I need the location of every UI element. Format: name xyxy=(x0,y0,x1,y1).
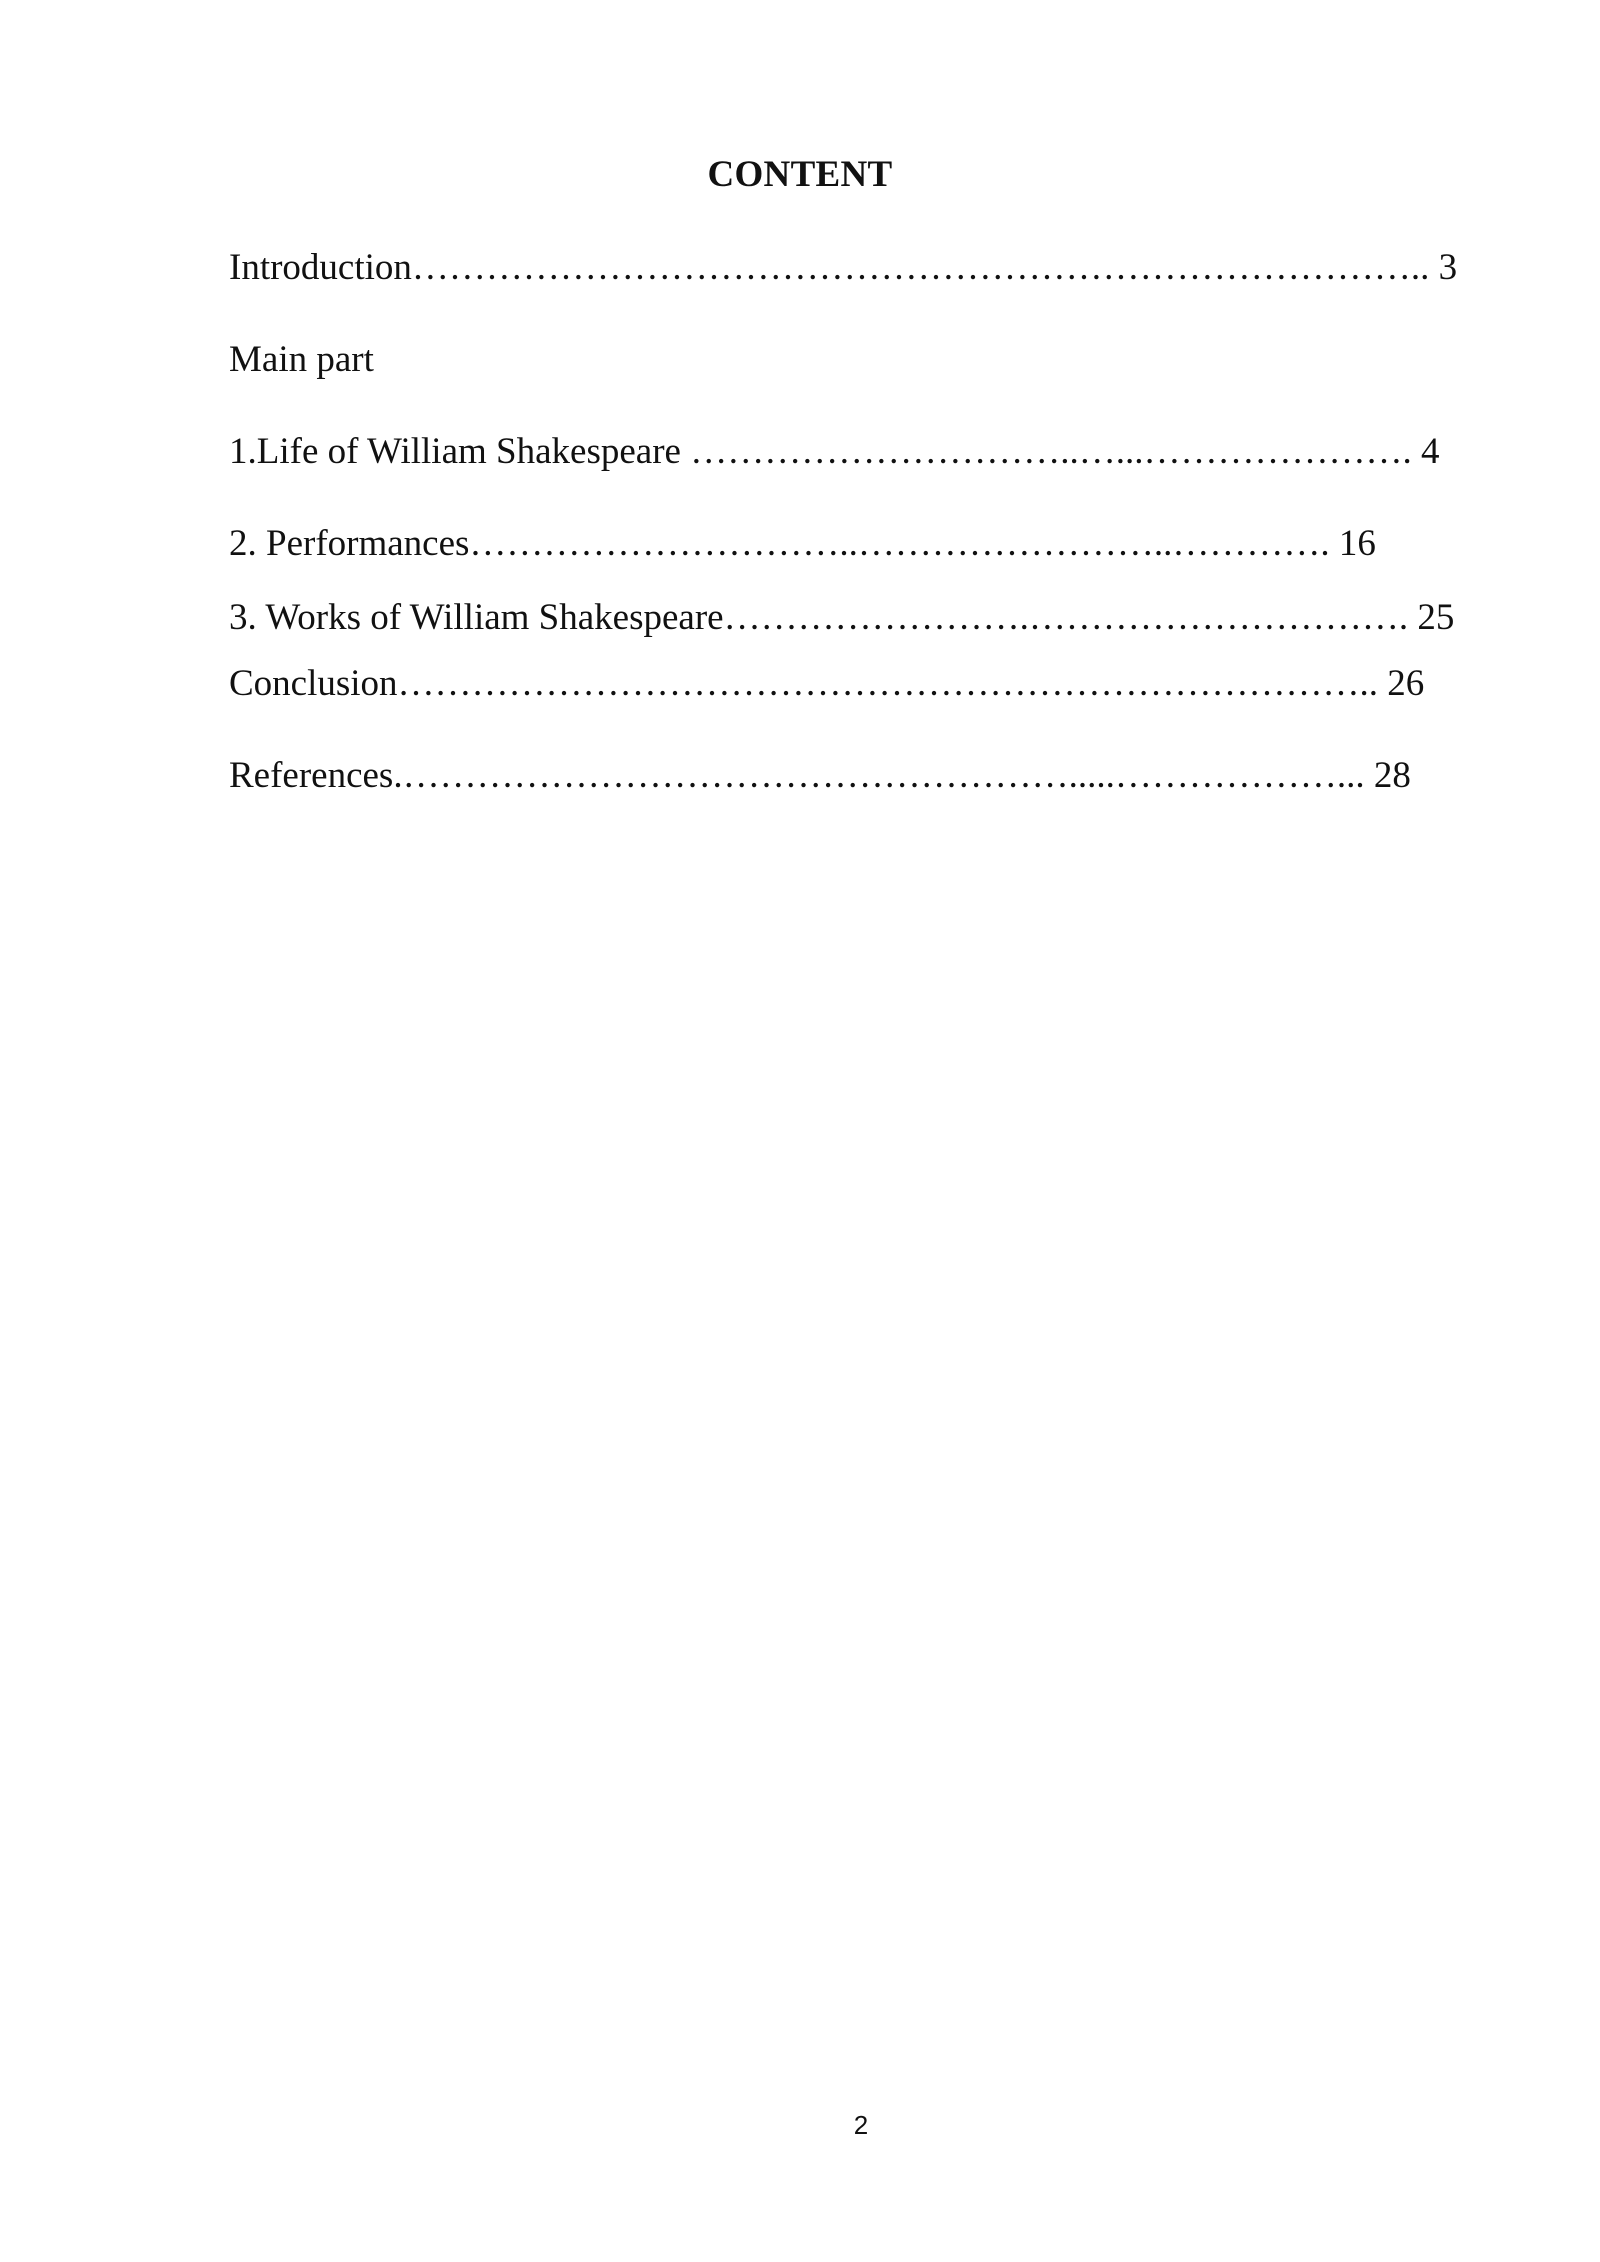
page-number xyxy=(0,2108,1600,2142)
toc-entry-works: 3. Works of William Shakespeare…………………….…………………………. 25 xyxy=(229,597,1455,638)
toc-entry-performances: 2. Performances…………………………..……………………..…………. 16 xyxy=(229,523,1376,564)
toc-entry-references: References.……………………………………………….....………………... 28 xyxy=(229,755,1411,796)
toc-entry-life: 1.Life of William Shakespeare …………………………..…...…………………. 4 xyxy=(229,431,1440,472)
page-number-text: 2 xyxy=(853,2110,869,2140)
toc-heading: CONTENT xyxy=(707,154,893,195)
toc-entry-conclusion: Conclusion…………………………………………………………………….. 26 xyxy=(229,663,1425,704)
toc-entry-introduction: Introduction……………………………………………………………………….. 3 xyxy=(229,247,1458,288)
toc-entry-main-part: Main part xyxy=(229,339,374,380)
